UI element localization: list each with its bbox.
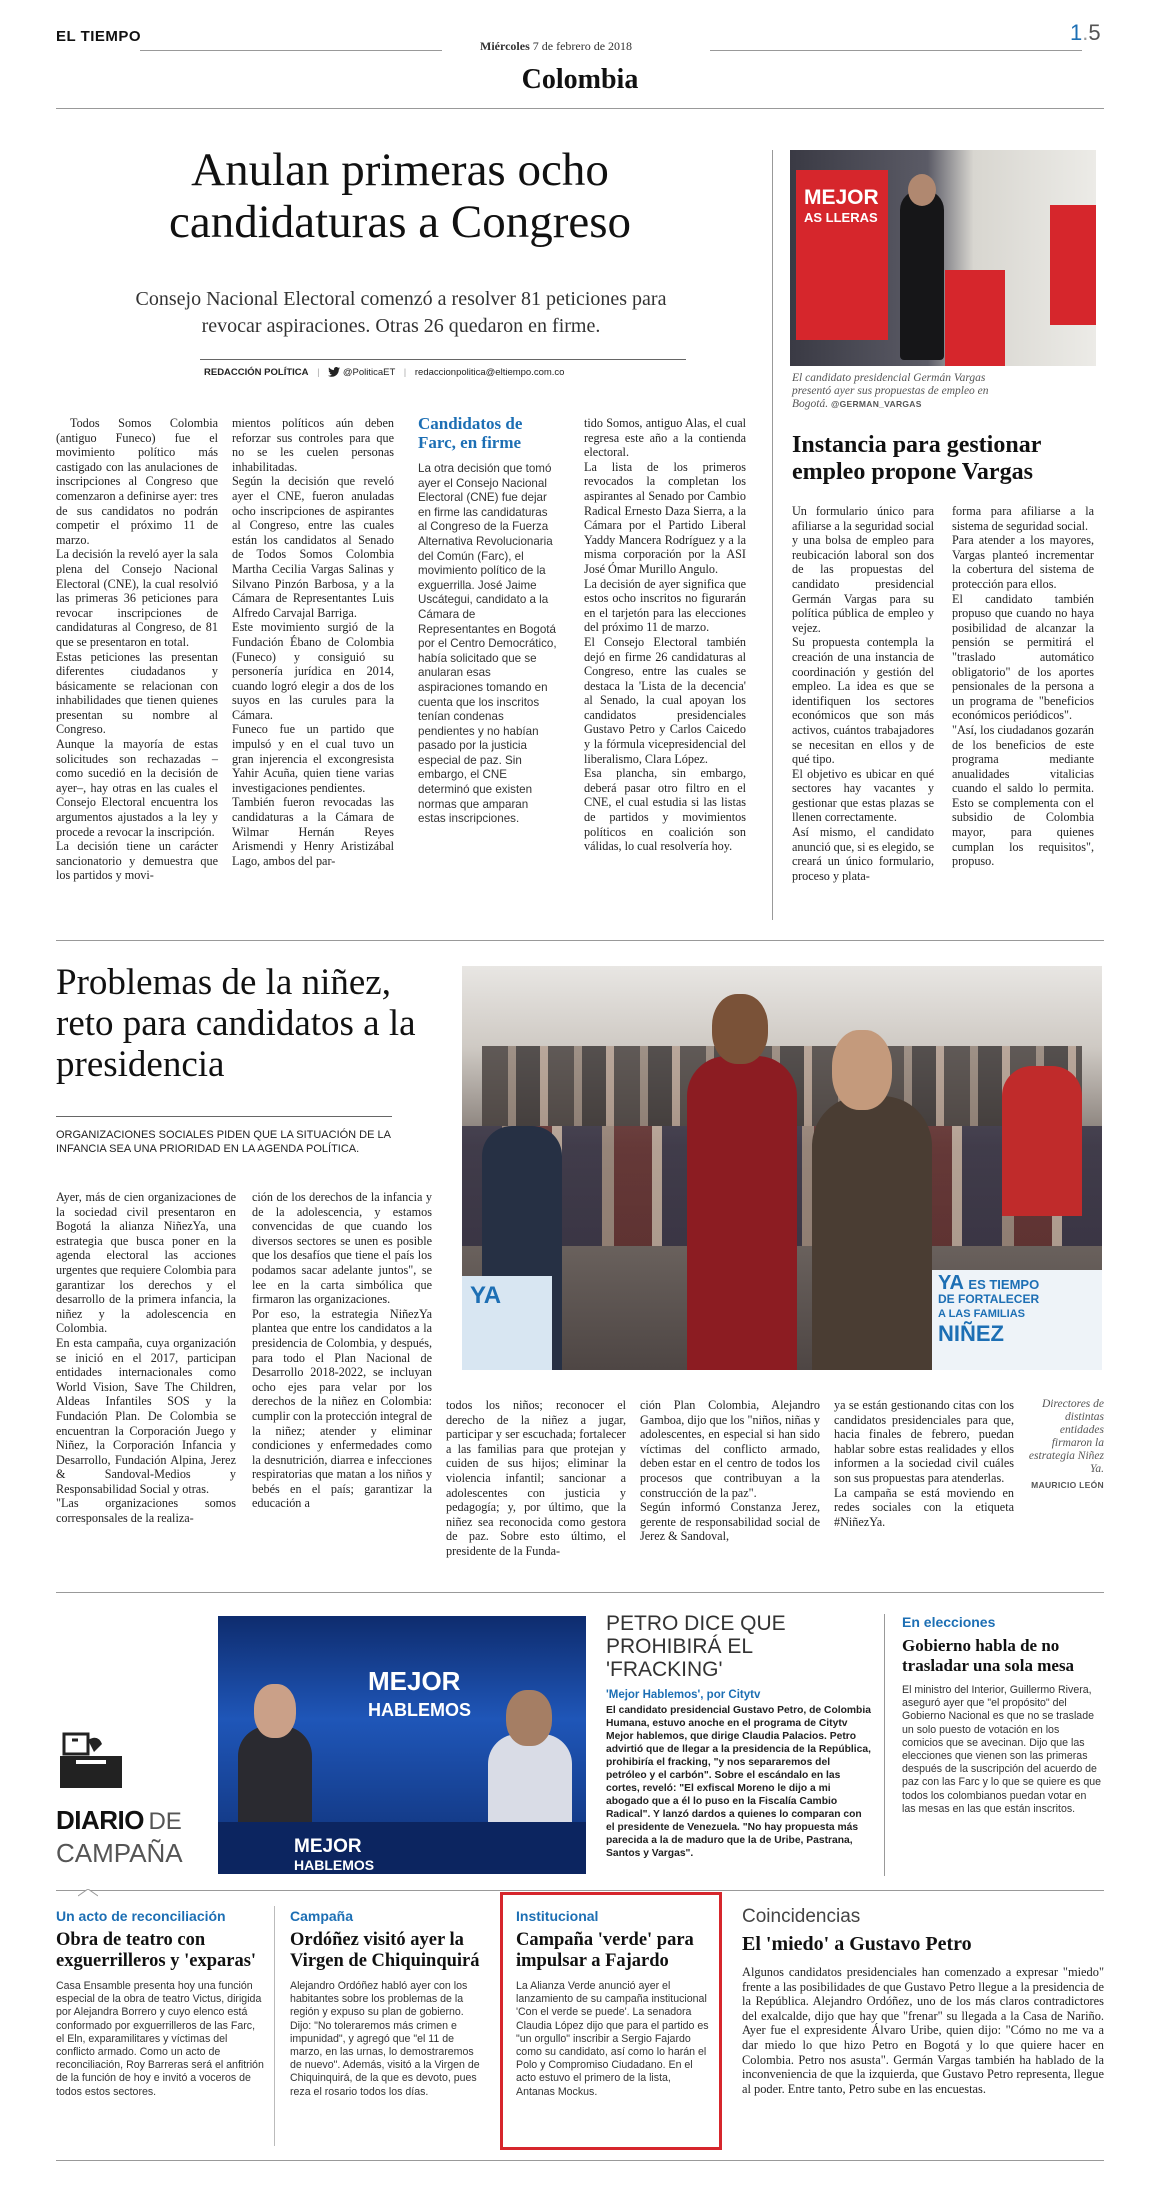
lead-column-2: mientos políticos aún deben reforzar sus controles para que no se les cuelen personas inhabilitadas. Según la decisión que reveló ayer el CNE, fueron anuladas ocho inscripciones de aspirantes al Congreso, entre las cuales están los candidatos al Senado de Todos Somos Colombia Martha Cecilia Vargas Salinas y Silvano Pinzón Barbosa, y a la Cámara de Representantes Luis Alfredo Carvajal Barriga. Este movimiento surgió de la Fundación Ébano de Colombia (Funeco) y consiguió su personería jurídica en 2014, cuando logró elegir a dos de los suyos en las curules para la Cámara. Funeco fue un partido que impulsó y en el cual tuvo un gran injerencia el excongresista Yahir Acuña, quien tiene varias investigaciones pendientes. También fueron revocadas las candidaturas a la Cámara de Wilmar Hernán Reyes Arismendi y Henry Aristizábal Lago, ambos del par- — [232, 416, 394, 868]
elecciones-body: El ministro del Interior, Guillermo Rivera, aseguró ayer que "el propósito" del Gobierno Nacional es que no se traslade un solo puesto de votación en los comicios que se avecinan. Dijo que las elecciones que vienen son las primeras después de la suscripción del acuerdo de paz con las Farc y lo que se quiere es que todos los colombianos puedan votar en las mesas en las que están inscritos. — [902, 1684, 1102, 1815]
ninez-photo-credit: MAURICIO LEÓN — [1031, 1480, 1104, 1490]
banner-right-fortalecer: DE FORTALECER — [938, 1292, 1040, 1306]
farc-sidebar-body: La otra decisión que tomó ayer el Consejo Nacional Electoral (CNE) fue dejar en firme las candidaturas al Congreso de la Fuerza Alternativa Revolucionaria del Común (Farc), el movimiento político de la exguerrilla. José Jaime Uscátegui, candidato a la Cámara de Representantes en Bogotá por el Centro Democrático, había solicitado que se anularan esas aspiraciones tomando en cuenta que los inscritos tenían condenas pendientes y no habían pasado por la justicia especial de paz. Sin embargo, el CNE determinó que existen normas que amparan estas inscripciones. — [418, 462, 557, 826]
banner-left — [462, 1276, 552, 1370]
twitter-icon — [328, 367, 340, 380]
masthead-rule-left — [140, 50, 442, 51]
farc-sidebar — [418, 414, 558, 827]
lead-column-1: Todos Somos Colombia (antiguo Funeco) fue el movimiento político más castigado con las anulaciones de inscripciones al Congreso que comenzaron a definirse ayer: tres de sus candidatos no podrán competir el próximo 11 de marzo. La decisión la reveló ayer la sala plena del Consejo Nacional Electoral (CNE), la cual resolvió las primeras 36 peticiones para revocar inscripciones de candidaturas al Congreso, de 81 que se presentaron en total. Estas peticiones las presentan diferentes ciudadanos y básicamente se relacionan con inhabilidades que tienen quienes presentan su nombre al Congreso. Aunque la mayoría de estas solicitudes son rechazadas –como sucedió en la decisión de ayer–, hay otras en las cuales el Consejo Electoral encuentra los argumentos ajustados a la ley y procede a revocar la inscripción. La decisión tiene un carácter sancionatorio y demuestra que los partidos y movi- — [56, 416, 218, 883]
section-divider-1 — [56, 940, 1104, 941]
banner-right-es-tiempo: ES TIEMPO — [968, 1277, 1040, 1292]
vargas-headline: Instancia para gestionar empleo propone Vargas — [792, 432, 1041, 485]
brief-ordonez — [290, 1908, 486, 2099]
petro-kicker: 'Mejor Hablemos', por Citytv — [606, 1689, 761, 1701]
lead-divider — [772, 150, 773, 920]
woman-head — [832, 1030, 892, 1110]
lead-column-4: tido Somos, antiguo Alas, el cual regresa este año a la contienda electoral. La lista de los primeros revocados la completan los aspirantes al Senado por Cambio Radical Ernesto Daza Sierra, a la Cámara por el Partido Liberal Yaddy Mancera Rodríguez y a la misma corporación por la ASI José Ómar Murillo Angulo. La decisión de ayer significa que estos ocho inscritos no figurarán en el tarjetón para las elecciones del próximo 11 de marzo. El Consejo Electoral también dejó en firme 26 candidaturas al Congreso, entre las cuales se destaca la 'Lista de la decencia' al Senado, la cual apoyan los candidatos presidenciales Gustavo Petro y Carlos Caicedo y la fórmula vicepresidencial del liberalismo, Clara López. Esa plancha, sin embargo, deberá pasar otro filtro en el CNE, el cual estudia si las listas de partidos y movimientos políticos en coalición son válidas, lo cual resolvería hoy. — [584, 416, 746, 854]
byline-author: REDACCIÓN POLÍTICA — [204, 367, 309, 378]
man-red-shirt — [687, 1056, 797, 1370]
petro-body: El candidato presidencial Gustavo Petro, de Colombia Humana, estuvo anoche en el programa de Citytv Mejor hablemos, que dirige Claudia Palacios. Petro advirtió que de llegar a la presidencia de la República, prohibiría el fracking, "y nos separaremos del petróleo y el carbón". Sobre el escándalo en las cortes, reveló: "El exfiscal Moreno le dijo a mi abogado que a él lo puso en la Fiscalía Cambio Radical". Y lanzó dardos a quienes lo comparan con el presidente de Venezuela. "No hay propuesta más parecida a la de maduro que la de Uribe, Pastrana, Santos y Vargas". — [606, 1705, 871, 1859]
masthead-rule-right — [710, 50, 1082, 51]
podium-banner-text-1: MEJOR — [804, 186, 879, 209]
brief-ordonez-headline: Ordóñez visitó ayer la Virgen de Chiquinquirá — [290, 1930, 480, 1971]
brief-petro-body: Algunos candidatos presidenciales han comenzado a expresar "miedo" frente a las posibilidades de que Gustavo Petro llegue a la presidencia de la República. Alejandro Ordóñez, uno de los más claros contradictores del exalcalde, dijo que hay que "frenar" su llegada a la Casa de Nariño. Ayer fue el expresidente Álvaro Uribe, quien dijo: "Cómo no me va a dar miedo lo que hizo Petro en Bogotá y lo que quiere hacer en Colombia. Petro nos asusta". Germán Vargas también ha hablado de la inconveniencia de que la izquierda, que Gustavo Petro representa, llegue al poder. Entre tanto, Petro sube en las encuestas. — [742, 1965, 1104, 2096]
vargas-caption — [792, 372, 1002, 411]
date-rest: 7 de febrero de 2018 — [532, 39, 633, 53]
brief-fajardo-kicker: Institucional — [516, 1908, 599, 1924]
guest-figure — [488, 1734, 572, 1834]
tv-logo-desk — [294, 1838, 374, 1874]
farc-sidebar-title: Candidatos de Farc, en firme — [418, 414, 523, 452]
page-bottom-rule — [56, 2160, 1104, 2161]
tv-logo-top-2: HABLEMOS — [368, 1700, 471, 1720]
lead-dek: Consejo Nacional Electoral comenzó a resolver 81 peticiones para revocar aspiraciones. Otras 26 quedaron en firme. — [135, 288, 667, 337]
brief-ordonez-kicker: Campaña — [290, 1908, 354, 1924]
ballot-box-icon — [58, 1728, 124, 1795]
speaker-figure — [900, 190, 944, 360]
ninez-photo — [462, 966, 1102, 1370]
page-number: 1.5 — [1070, 20, 1101, 45]
banner-right-familias: A LAS FAMILIAS — [938, 1308, 1025, 1320]
brief-fajardo-headline: Campaña 'verde' para impulsar a Fajardo — [516, 1930, 694, 1971]
date-day: Miércoles — [480, 39, 530, 53]
brief-fajardo-body: La Alianza Verde anunció ayer el lanzamiento de su campaña institucional 'Con el verde se puede'. La senadora Claudia López dijo que para el partido es "un orgullo" inscribir a Sergio Fajardo como su candidato, así como lo harán el Polo y Compromiso Ciudadano. En el acto estuvo el primero de la lista, Antanas Mockus. — [516, 1980, 709, 2098]
vargas-column-1: Un formulario único para afiliarse a la seguridad social y una bolsa de empleo para reubicación laboral son dos de las propuestas del candidato presidencial Germán Vargas para su política pública de empleo y vejez. Su propuesta contempla la creación de una instancia de coordinación y gestión del empleo. La idea es que se identifiquen los sectores económicos que son más activos, cuántos trabajadores se necesitan en ellos y de qué tipo. El objetivo es ubicar en qué sectores hay vacantes y gestionar que estas plazas se llenen correctamente. Así mismo, el candidato anunció que, si es elegido, se creará un único formulario, proceso y plata- — [792, 504, 934, 883]
elecciones-kicker: En elecciones — [902, 1614, 996, 1630]
host-head — [254, 1684, 296, 1738]
host-figure — [238, 1726, 312, 1836]
woman-red-jacket — [1002, 1066, 1082, 1216]
brief-petro-kicker: Coincidencias — [742, 1906, 861, 1927]
ninez-caption — [1024, 1398, 1104, 1492]
vargas-caption-text: El candidato presidencial Germán Vargas presentó ayer sus propuestas de empleo en Bogotá. — [792, 372, 989, 410]
lead-byline: REDACCIÓN POLÍTICA | @PoliticaET | redaccionpolitica@eltiempo.com.co — [204, 367, 565, 378]
vargas-photo-credit: @GERMAN_VARGAS — [830, 399, 922, 409]
byline-twitter[interactable]: @PoliticaET — [342, 367, 396, 378]
man-head — [712, 994, 768, 1064]
tv-logo-desk-1: MEJOR — [294, 1836, 362, 1857]
brief-petro-miedo — [742, 1906, 1104, 2096]
tv-desk — [218, 1822, 586, 1874]
ninez-column-3: todos los niños; reconocer el derecho de la niñez a jugar, participar y ser escuchada; fortalecer a las familias para que protejan y cuiden de sus hijos; eliminar la violencia infantil; sancionar a adolescentes con justicia y pedagogía; y, por último, que la niñez sea reconocida como gestora de paz. Sobre esto último, el presidente de la Funda- — [446, 1398, 626, 1558]
ninez-headline: Problemas de la niñez, reto para candidatos a la presidencia — [56, 962, 416, 1085]
vargas-column-2: forma para afiliarse a la sistema de seguridad social. Para atender a los mayores, Vargas planteó incrementar la cobertura del sistema de protección para ellos. El candidato también propuso que cuando no haya posibilidad de alcanzar la pensión se permitirá el "traslado automático obligatorio" de los aportes pensionales de la persona a un programa de "beneficios económicos periódicos". "Así, los ciudadanos gozarán de los beneficios de este programa mediante anualidades vitalicias cuando el saldo lo permita. Esto se complementa con el subsidio de Colombia mayor, para quienes cumplan los requisitos", propuso. — [952, 504, 1094, 869]
vargas-photo — [790, 150, 1096, 366]
ninez-column-4: ción Plan Colombia, Alejandro Gamboa, dijo que los "niños, niñas y adolescentes, en especial si han sido víctimas del conflicto armado, deben estar en el centro de todos los procesos que contribuyan a la construcción de la paz". Según informó Constanza Jerez, gerente de responsabilidad social de Jerez & Sandoval, — [640, 1398, 820, 1544]
podium-banner-right — [1050, 205, 1096, 325]
podium-banner-text-2: AS LLERAS — [804, 210, 878, 225]
byline-rule — [200, 359, 686, 360]
divider-notch — [78, 1884, 98, 1902]
ninez-dek-rule — [56, 1116, 392, 1117]
guest-head — [506, 1690, 552, 1746]
diario-label-campana: CAMPAÑA — [56, 1838, 183, 1868]
byline-email[interactable]: redaccionpolitica@eltiempo.com.co — [414, 367, 565, 378]
elecciones-story — [902, 1614, 1102, 1816]
ninez-column-2: ción de los derechos de la infancia y de la adolescencia, y estamos convencidas de que cuando los diversos sectores se unen es posible que los desafíos que tiene el país los podamos sacar adelante juntos", se lee en la carta simbólica que firmaron las organizaciones. Por eso, la estrategia NiñezYa plantea que entre los candidatos a la presidencia de Colombia, y después, para todo el Plan Nacional de Desarrollo 2018-2022, se incluyan ocho ejes para velar por los derechos de la niñez en Colombia: cumplir con la protección integral de la niñez; atender y eliminar condiciones y enfermedades como la desnutrición, diarrea e infecciones respiratorias que matan a los niños y bebés en el país; garantizar la educación a — [252, 1190, 432, 1511]
elecciones-headline: Gobierno habla de no trasladar una sola mesa — [902, 1636, 1075, 1675]
section-rule — [56, 108, 1104, 109]
petro-headline: PETRO DICE QUE PROHIBIRÁ EL 'FRACKING' — [606, 1612, 786, 1681]
ninez-column-5: ya se están gestionando citas con los candidatos presidenciales para que, hacia finales de febrero, puedan hablar sobre estas realidades y ellos informen a la sociedad civil cuáles son sus propuestas para atenderlas. La campaña se está moviendo en redes sociales con la etiqueta #NiñezYa. — [834, 1398, 1014, 1529]
speaker-head — [908, 174, 936, 206]
banner-right — [932, 1270, 1102, 1370]
diario-label-de: DE — [148, 1808, 182, 1835]
tv-logo-top-1: MEJOR — [368, 1666, 461, 1696]
newspaper-logo: EL TIEMPO — [56, 28, 142, 45]
page-section-number: 1 — [1070, 20, 1083, 45]
ninez-caption-text: Directores de distintas entidades firmaron la estrategia Niñez Ya. — [1028, 1398, 1104, 1475]
banner-right-ya: YA — [938, 1272, 964, 1294]
brief-teatro-kicker: Un acto de reconciliación — [56, 1908, 226, 1924]
diario-label-diario: DIARIO — [56, 1805, 144, 1835]
section-title: Colombia — [521, 64, 639, 95]
ninez-column-1: Ayer, más de cien organizaciones de la sociedad civil presentaron en Bogotá la alianza NiñezYa, una estrategia que busca poner en la agenda electoral las acciones urgentes que requiere Colombia para garantizar los derechos y el desarrollo de la primera infancia, la niñez y la adolescencia en Colombia. En esta campaña, cuya organización se inició en el 2017, participan entidades internacionales como World Vision, Save The Children, Aldeas Infantiles SOS y la Fundación Plan. De Colombia se encuentran la Corporación Juego y Niñez, la Corporación Infancia y Desarrollo, Fundación Alpina, Jerez & Sandoval-Medios y Responsabilidad Social y otras. "Las organizaciones somos corresponsales de la realiza- — [56, 1190, 236, 1526]
issue-date — [480, 39, 632, 54]
brief-petro-headline: El 'miedo' a Gustavo Petro — [742, 1933, 972, 1955]
lead-headline: Anulan primeras ocho candidaturas a Congreso — [168, 144, 631, 248]
brief-teatro-body: Casa Ensamble presenta hoy una función especial de la obra de teatro Victus, dirigida por Alejandra Borrero y cuyo elenco está conformado por exguerrilleros de las Farc, el Eln, exparamilitares y víctimas del conflicto armado. Como un acto de reconciliación, Roy Barreras será el anfitrión de la función de hoy e invitó a voceros de todos estos sectores. — [56, 1980, 264, 2098]
section-divider-3 — [56, 1890, 1104, 1891]
petro-tv-photo — [218, 1616, 586, 1874]
diario-label — [56, 1806, 183, 1872]
brief-fajardo — [516, 1908, 712, 2099]
page-number-value: 5 — [1088, 20, 1101, 45]
diario-divider — [884, 1614, 885, 1876]
brief-ordonez-body: Alejandro Ordóñez habló ayer con los habitantes sobre los problemas de la región y expuso su plan de gobierno. Dijo: "No toleraremos más crimen e impunidad", y agregó que "el 11 de marzo, en las urnas, lo demostraremos de nuevo". Además, visitó a la Virgen de Chiquinquirá, de la que es devoto, pues reza el rosario todos los días. — [290, 1980, 480, 2098]
lectern — [945, 270, 1005, 366]
tv-logo-desk-2: HABLEMOS — [294, 1857, 375, 1873]
petro-story — [606, 1612, 872, 1860]
section-divider-2 — [56, 1592, 1104, 1593]
brief-divider-1 — [274, 1906, 275, 2146]
podium-banner-left — [796, 170, 888, 340]
woman-figure — [812, 1096, 932, 1370]
tv-logo-top — [368, 1668, 471, 1723]
banner-right-ninez: NIÑEZ — [938, 1321, 1004, 1346]
ninez-dek: ORGANIZACIONES SOCIALES PIDEN QUE LA SITUACIÓN DE LA INFANCIA SEA UNA PRIORIDAD EN LA AGENDA POLÍTICA. — [56, 1129, 391, 1155]
banner-left-text: YA — [470, 1282, 502, 1309]
brief-teatro — [56, 1908, 264, 2099]
brief-teatro-headline: Obra de teatro con exguerrilleros y 'exparas' — [56, 1930, 257, 1971]
